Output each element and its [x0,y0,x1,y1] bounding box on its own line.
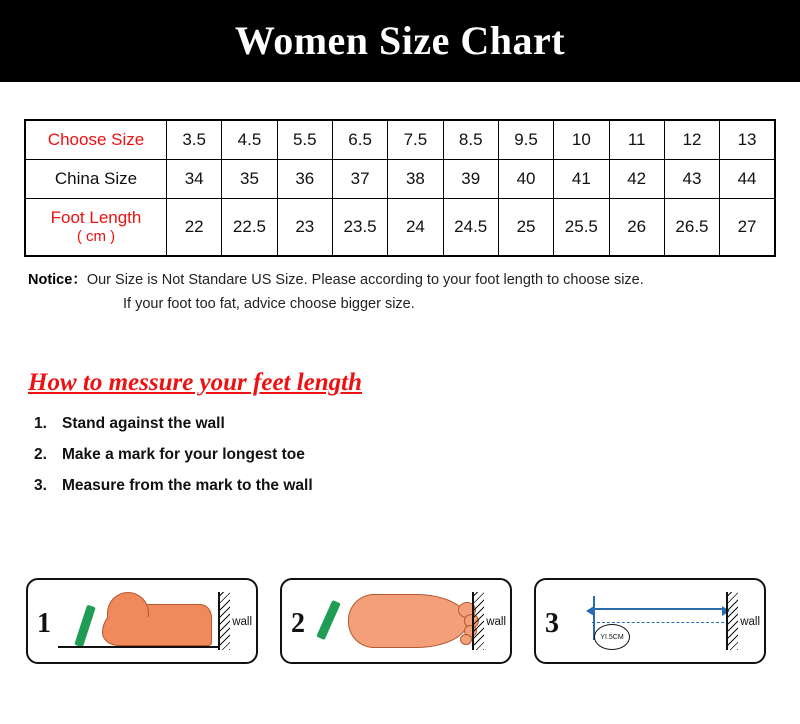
measure-badge: YI.5CM [594,624,630,650]
table-row [25,160,775,199]
ruler-icon [592,608,724,623]
illustration-panels [26,578,774,664]
illustration-panel-2 [280,578,512,664]
wall-hatch-icon [728,592,738,650]
illustration-panel-3 [534,578,766,664]
ground-line [58,646,218,648]
howto-step-1: Stand against the wall [62,414,225,432]
cell-china-size-1: 35 [222,160,277,199]
cell-choose-size-2: 5.5 [277,120,332,160]
cell-china-size-6: 40 [498,160,553,199]
cell-choose-size-10: 13 [720,120,775,160]
panel-1-wall-label: wall [232,616,252,628]
wall-hatch-icon [220,592,230,650]
illustration-panel-1 [26,578,258,664]
cell-foot-length-0: 22 [167,199,222,257]
row-label-foot-length-text: Foot Length [50,208,142,227]
cell-foot-length-3: 23.5 [332,199,387,257]
cell-foot-length-7: 25.5 [554,199,609,257]
cell-foot-length-8: 26 [609,199,664,257]
notice-block [28,269,768,317]
cell-choose-size-4: 7.5 [388,120,443,160]
cell-choose-size-0: 3.5 [167,120,222,160]
cell-foot-length-9: 26.5 [664,199,719,257]
notice-line-1: Our Size is Not Standare US Size. Please according to your foot length to choose size. [86,272,644,288]
cell-china-size-8: 42 [609,160,664,199]
cell-choose-size-9: 12 [664,120,719,160]
header-banner [0,0,800,82]
howto-steps [0,415,800,495]
foot-sole-icon [348,594,468,648]
toe-icon-4 [460,634,472,645]
page-title: Women Size Chart [234,18,566,63]
cell-foot-length-4: 24 [388,199,443,257]
howto-step-2: Make a mark for your longest toe [62,445,305,463]
cell-china-size-2: 36 [277,160,332,199]
cell-china-size-9: 43 [664,160,719,199]
cell-china-size-5: 39 [443,160,498,199]
notice-line-2: If your foot too fat, advice choose bigger size. [123,295,415,312]
panel-2-number: 2 [291,608,305,639]
cell-china-size-3: 37 [332,160,387,199]
table-row [25,120,775,160]
panel-2-wall-label: wall [486,616,506,628]
row-label-foot-length-unit: ( cm ) [76,228,116,246]
foot-side-icon [102,604,212,646]
panel-1-number: 1 [37,608,51,639]
cell-choose-size-1: 4.5 [222,120,277,160]
size-table [24,119,776,257]
row-label-china-size: China Size [25,160,167,199]
cell-choose-size-7: 10 [554,120,609,160]
cell-china-size-0: 34 [167,160,222,199]
cell-foot-length-1: 22.5 [222,199,277,257]
cell-choose-size-6: 9.5 [498,120,553,160]
cell-china-size-4: 38 [388,160,443,199]
leg-icon [74,605,96,648]
table-row [25,199,775,257]
cell-choose-size-8: 11 [609,120,664,160]
notice-label: Notice： [28,272,87,288]
howto-heading: How to messure your feet length [28,368,363,396]
row-label-foot-length [25,199,167,257]
size-table-wrapper [24,119,776,257]
cell-china-size-7: 41 [554,160,609,199]
cell-foot-length-6: 25 [498,199,553,257]
cell-foot-length-2: 23 [277,199,332,257]
cell-foot-length-5: 24.5 [443,199,498,257]
cell-choose-size-5: 8.5 [443,120,498,160]
row-label-choose-size: Choose Size [25,120,167,160]
panel-3-wall-label: wall [740,616,760,628]
ruler-arrow-left-icon [586,606,594,616]
cell-china-size-10: 44 [720,160,775,199]
wall-hatch-icon [474,592,484,650]
cell-foot-length-10: 27 [720,199,775,257]
panel-3-number: 3 [545,608,559,639]
howto-step-3: Measure from the mark to the wall [62,476,313,494]
cell-choose-size-3: 6.5 [332,120,387,160]
pen-icon [316,600,340,640]
